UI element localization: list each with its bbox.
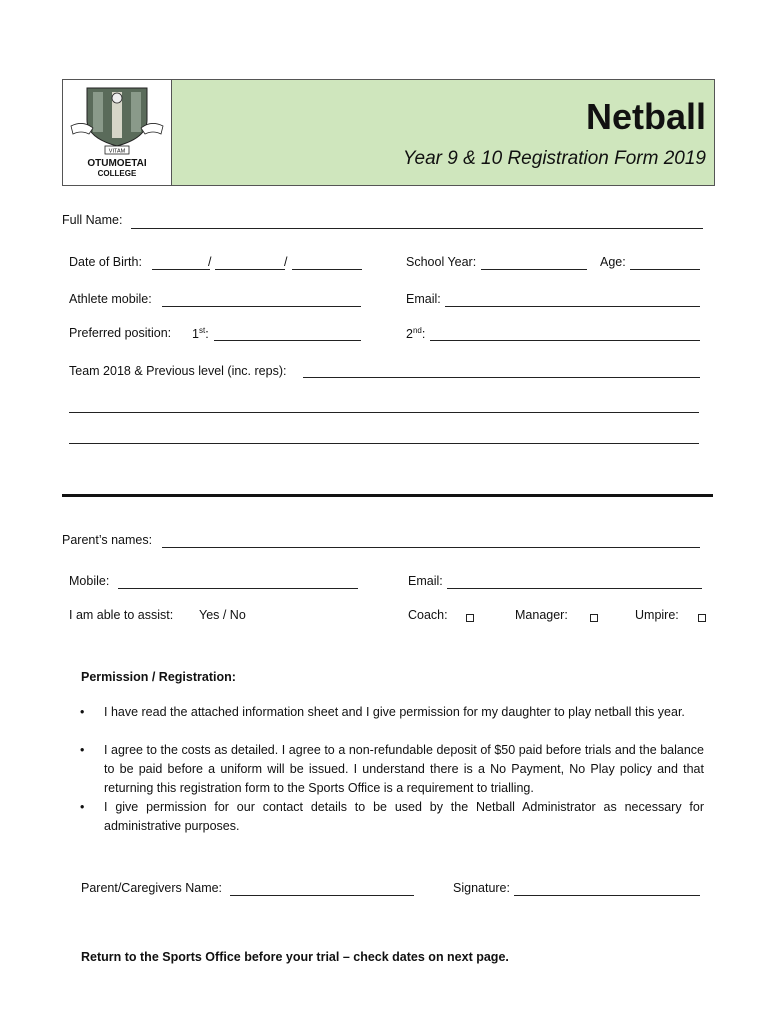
coach-label: Coach:: [408, 608, 448, 622]
dob-year-field[interactable]: [292, 269, 362, 270]
dob-month-field[interactable]: [215, 269, 285, 270]
full-name-label: Full Name:: [62, 213, 123, 227]
parent-mobile-label: Mobile:: [69, 574, 110, 588]
athlete-email-field[interactable]: [445, 306, 700, 307]
dob-label: Date of Birth:: [69, 255, 142, 269]
assist-label: I am able to assist:: [69, 608, 174, 622]
team-history-field[interactable]: [303, 377, 700, 378]
bullet-icon: •: [80, 743, 85, 757]
page-subtitle: Year 9 & 10 Registration Form 2019: [402, 148, 706, 169]
college-crest-icon: [63, 80, 171, 185]
athlete-email-label: Email:: [406, 292, 441, 306]
caregiver-name-label: Parent/Caregivers Name:: [81, 881, 223, 895]
signature-label: Signature:: [453, 881, 510, 895]
permission-item: I give permission for our contact details to be used by the Netball Administrator as necessary for administrative purposes.: [104, 800, 704, 833]
school-year-field[interactable]: [481, 269, 587, 270]
second-position-field[interactable]: [430, 340, 700, 341]
parent-names-field[interactable]: [162, 547, 700, 548]
manager-label: Manager:: [515, 608, 568, 622]
svg-text:VITAM: VITAM: [108, 148, 126, 155]
first-position-label: 1st:: [192, 326, 209, 342]
assist-yes-no[interactable]: Yes / No: [199, 608, 246, 622]
signature-field[interactable]: [514, 895, 700, 896]
first-position-field[interactable]: [214, 340, 361, 341]
manager-checkbox[interactable]: [590, 614, 598, 622]
svg-text:OTUMOETAI: OTUMOETAI: [87, 158, 147, 169]
return-instructions: Return to the Sports Office before your trial – check dates on next page.: [81, 950, 509, 964]
caregiver-name-field[interactable]: [230, 895, 414, 896]
bullet-icon: •: [80, 705, 85, 719]
dob-separator: /: [284, 255, 288, 269]
preferred-position-label: Preferred position:: [69, 326, 172, 340]
dob-day-field[interactable]: [152, 269, 210, 270]
full-name-field[interactable]: [131, 228, 703, 229]
parent-email-label: Email:: [408, 574, 443, 588]
form-header: [62, 79, 715, 186]
second-position-label: 2nd:: [406, 326, 426, 342]
permission-item: I agree to the costs as detailed. I agree to a non-refundable deposit of $50 paid before trials and the balance to be paid before a uniform will be issued. I understand there is a No Payment, No Play policy and that returning this registration form to the Sports Office is a requirement to trialling.: [104, 743, 704, 795]
permission-heading: Permission / Registration:: [81, 670, 236, 684]
umpire-label: Umpire:: [635, 608, 679, 622]
team-history-label: Team 2018 & Previous level (inc. reps):: [69, 364, 287, 378]
section-divider: [62, 494, 713, 497]
age-field[interactable]: [630, 269, 700, 270]
team-history-field-line-2[interactable]: [69, 412, 699, 413]
athlete-mobile-label: Athlete mobile:: [69, 292, 152, 306]
parent-email-field[interactable]: [447, 588, 702, 589]
team-history-field-line-3[interactable]: [69, 443, 699, 444]
school-year-label: School Year:: [406, 255, 477, 269]
svg-text:COLLEGE: COLLEGE: [97, 169, 137, 178]
parent-names-label: Parent’s names:: [62, 533, 153, 547]
age-label: Age:: [600, 255, 626, 269]
page-title: Netball: [585, 96, 706, 137]
permission-item: I have read the attached information sheet and I give permission for my daughter to play netball this year.: [104, 705, 685, 719]
bullet-icon: •: [80, 800, 85, 814]
coach-checkbox[interactable]: [466, 614, 474, 622]
umpire-checkbox[interactable]: [698, 614, 706, 622]
college-logo: [63, 80, 172, 185]
dob-separator: /: [208, 255, 212, 269]
athlete-mobile-field[interactable]: [162, 306, 361, 307]
parent-mobile-field[interactable]: [118, 588, 358, 589]
